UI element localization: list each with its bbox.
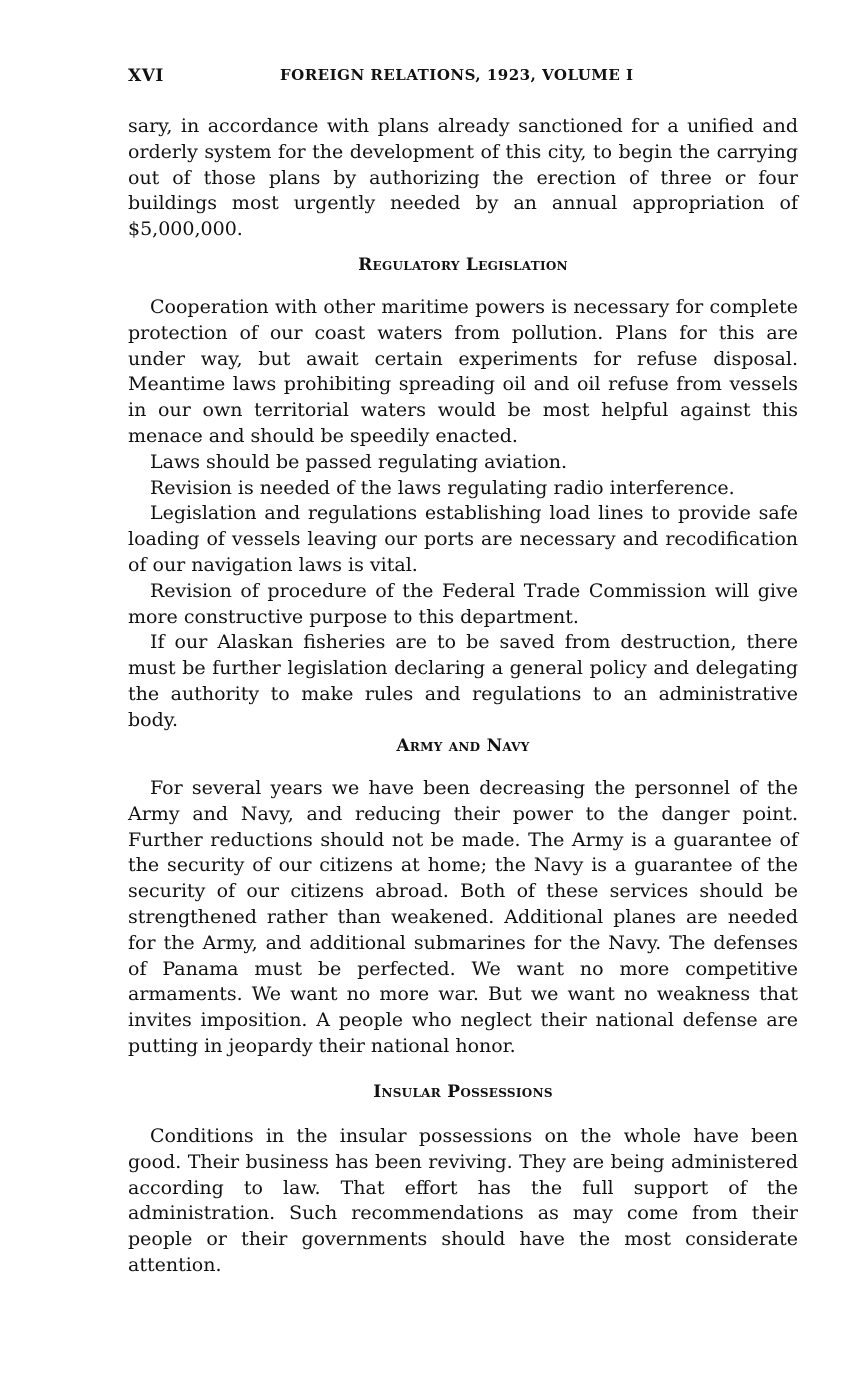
section-heading-insular-possessions: Insular Possessions [373,1082,553,1102]
paragraph: Revision of procedure of the Federal Trade Commission will give more constructive purpose to this department. [128,579,798,628]
regulatory-legislation-section [128,295,798,734]
page-number: XVI [128,66,164,86]
paragraph: Cooperation with other maritime powers is necessary for complete protection of our coast waters from pollution. Plans for this are under way, but await certain experiments for refuse disposal. Meantime laws prohibiting spreading oil and oil refuse from vessels in our own territorial waters would be most helpful against this menace and should be speedily enacted. [128,296,798,447]
paragraph: Revision is needed of the laws regulating radio interference. [150,476,735,499]
continuation-paragraph-block [128,114,798,243]
section-heading-army-and-navy: Army and Navy [396,736,530,756]
continuation-paragraph: sary, in accordance with plans already sanctioned for a unified and orderly system for the development of this city, to begin the carrying out of those plans by authorizing the erection of three or four buildings most urgently needed by an annual appropriation of $5,000,000. [128,115,798,241]
running-head [128,66,798,90]
paragraph: Conditions in the insular possessions on the whole have been good. Their business has been reviving. They are being administered according to law. That effort has the full support of the administration. Such recommendations as may come from their people or their governments should have the most considerate attention. [128,1125,798,1276]
paragraph: Laws should be passed regulating aviation. [150,450,567,473]
army-and-navy-section [128,776,798,1060]
section-heading-regulatory-legislation: Regulatory Legislation [358,255,568,275]
paragraph: Legislation and regulations establishing load lines to provide safe loading of vessels leaving our ports are necessary and recodification of our navigation laws is vital. [128,502,798,576]
running-title: FOREIGN RELATIONS, 1923, VOLUME I [280,66,634,84]
insular-possessions-section [128,1124,798,1279]
paragraph: If our Alaskan fisheries are to be saved from destruction, there must be further legislation declaring a general policy and delegating the authority to make rules and regulations to an administrative body. [128,631,798,731]
paragraph: For several years we have been decreasing the personnel of the Army and Navy, and reducing their power to the danger point. Further reductions should not be made. The Army is a guarantee of the security of our citizens at home; the Navy is a guarantee of the security of our citizens abroad. Both of these services should be strengthened rather than weakened. Additional planes are needed for the Army, and additional submarines for the Navy. The defenses of Panama must be perfected. We want no more competitive armaments. We want no more war. But we want no weakness that invites imposition. A people who neglect their national defense are putting in jeopardy their national honor. [128,777,798,1057]
